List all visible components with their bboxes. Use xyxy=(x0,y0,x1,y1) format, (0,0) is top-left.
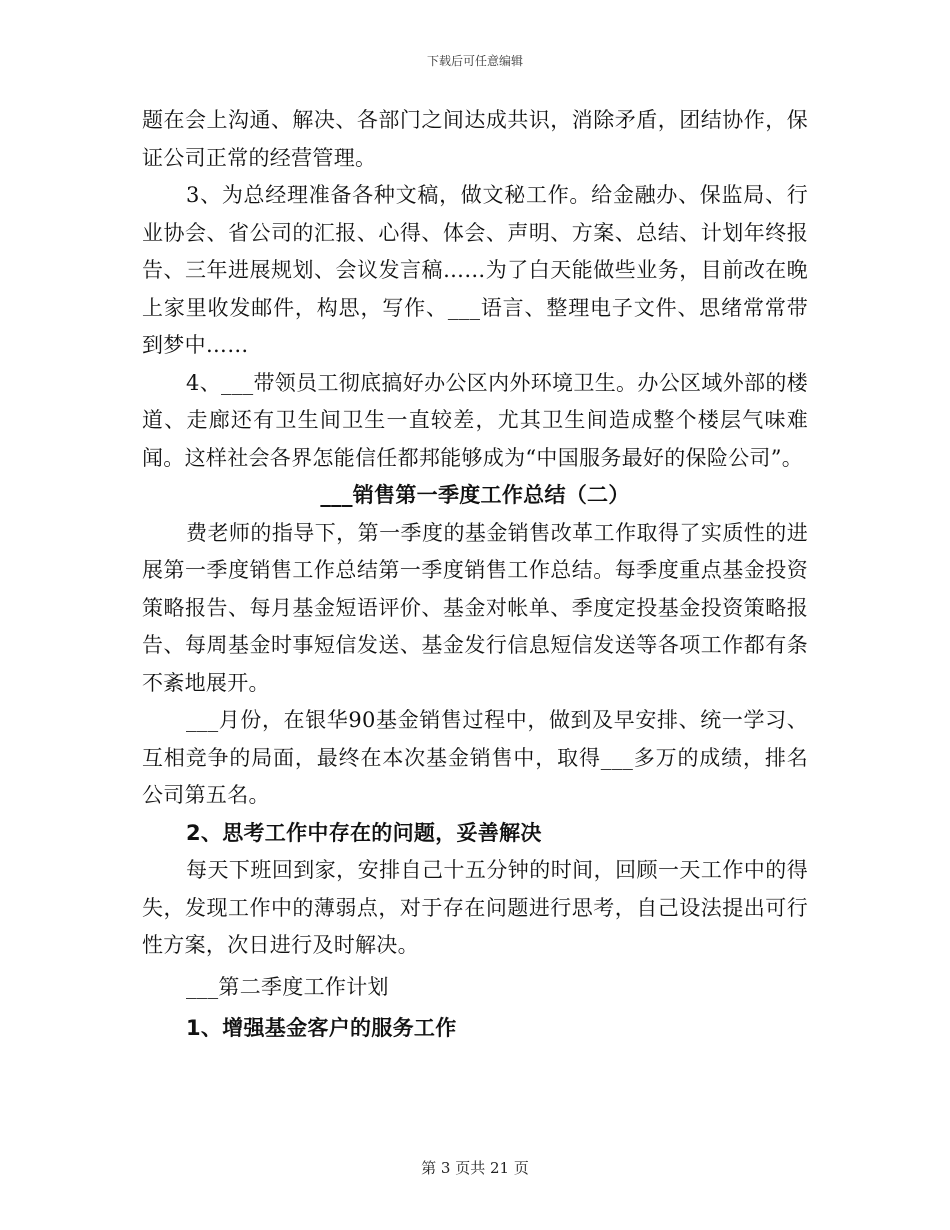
page-footer: 第 3 页共 21 页 xyxy=(421,1159,529,1177)
subheading-problems: 2、思考工作中存在的问题，妥善解决 xyxy=(186,820,542,845)
paragraph-continuation: 题在会上沟通、解决、各部门之间达成共识，消除矛盾，团结协作，保证公司正常的经营管理。 xyxy=(142,108,808,170)
paragraph-q2-plan: ___第二季度工作计划 xyxy=(186,974,389,999)
document-body xyxy=(142,102,808,1048)
subheading-client-service: 1、增强基金客户的服务工作 xyxy=(186,1016,457,1040)
paragraph-daily-review: 每天下班回到家，安排自己十五分钟的时间，回顾一天工作中的得失，发现工作中的薄弱点，对于存在问题进行思考，自己设法提出可行性方案，次日进行及时解决。 xyxy=(142,858,808,957)
paragraph-intro: 费老师的指导下，第一季度的基金销售改革工作取得了实质性的进展第一季度销售工作总结第一季度销售工作总结。每季度重点基金投资策略报告、每月基金短语评价、基金对帐单、季度定投基金投资策略报告、每周基金时事短信发送、基金发行信息短信发送等各项工作都有条不紊地展开。 xyxy=(142,520,808,695)
page-header: 下载后可任意编辑 xyxy=(426,54,523,68)
paragraph-sales-result: ___月份，在银华90基金销售过程中，做到及早安排、统一学习、互相竞争的局面，最终在本次基金销售中，取得___多万的成绩，排名公司第五名。 xyxy=(142,708,808,807)
paragraph-item-4: 4、___带领员工彻底搞好办公区内外环境卫生。办公区域外部的楼道、走廊还有卫生间卫生一直较差，尤其卫生间造成整个楼层气味难闻。这样社会各界怎能信任都邦能够成为“中国服务最好的保险公司”。 xyxy=(142,370,808,470)
section-title: ___销售第一季度工作总结（二） xyxy=(320,483,630,507)
paragraph-item-3: 3、为总经理准备各种文稿，做文秘工作。给金融办、保监局、行业协会、省公司的汇报、心得、体会、声明、方案、总结、计划年终报告、三年进展规划、会议发言稿……为了白天能做些业务，目前改在晚上家里收发邮件，构思，写作、___语言、整理电子文件、思绪常常带到梦中…… xyxy=(142,183,808,357)
